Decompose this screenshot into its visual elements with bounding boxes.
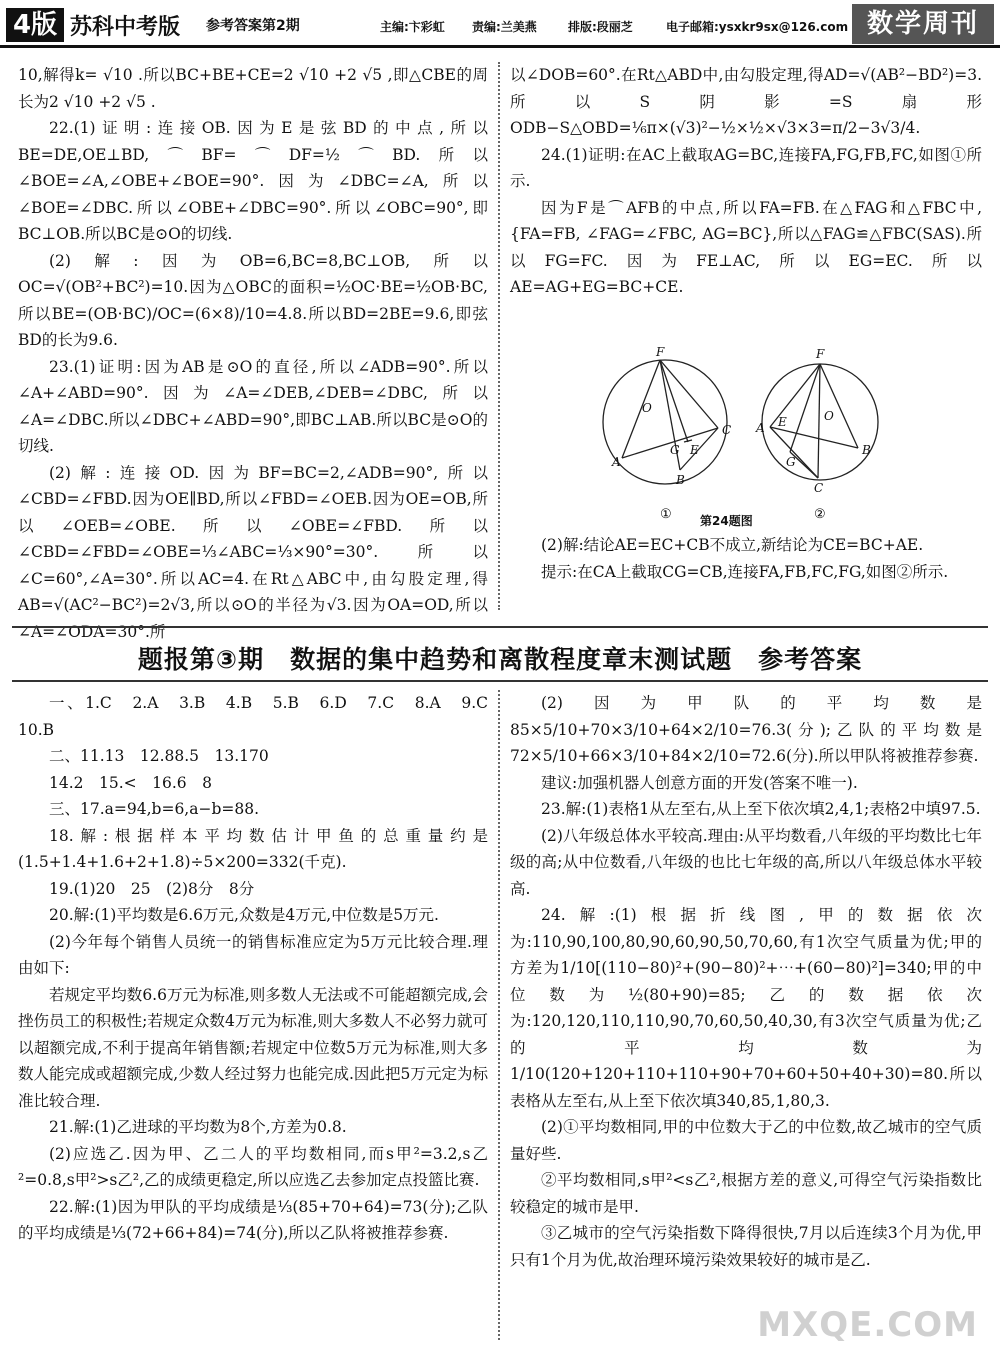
geometry-figure	[600, 342, 900, 532]
paragraph: 23.(1)证明:因为AB是⊙O的直径,所以∠ADB=90°.所以∠A+∠ABD=90°.因为∠A=∠DEB,∠DEB=∠DBC,所以∠A=∠DBC.所以∠DBC+∠ABD=90°,即BC⊥AB.所以BC是⊙O的切线.	[18, 357, 488, 455]
paragraph: 以∠DOB=60°.在Rt△ABD中,由勾股定理,得AD=√(AB²−BD²)=3.所以S阴影=S扇形ODB−S△OBD=⅙π×(√3)²−½×½×√3×3=π/2−3√3/4.	[510, 66, 982, 137]
part2-left-column	[18, 690, 504, 1247]
svg-text:F: F	[656, 345, 665, 359]
edition-title: 苏科中考版	[70, 15, 181, 40]
svg-text:B: B	[862, 443, 871, 457]
answer-line: 19.(1)20 25 (2)8分 8分	[49, 879, 255, 898]
paragraph: 22.(1)证明:连接OB.因为E是弦BD的中点,所以BE=DE,OE⊥BD,⌒BF=⌒DF=½⌒BD.所以∠BOE=∠A,∠OBE+∠BOE=90°.因为∠DBC=∠A,所以∠BOE=∠DBC.所以∠OBE+∠DBC=90°.所以∠OBC=90°,即BC⊥OB.所以BC是⊙O的切线.	[18, 119, 488, 243]
svg-text:C: C	[814, 481, 824, 495]
answer-line: 二、11.13 12.88.5 13.170	[49, 747, 269, 765]
section-rule-top	[12, 626, 988, 628]
svg-text:G: G	[670, 443, 680, 457]
svg-text:E: E	[690, 443, 699, 457]
page-header	[0, 0, 1000, 48]
svg-text:B: B	[676, 473, 685, 487]
answer-line: 若规定平均数6.6万元为标准,则多数人无法或不可能超额完成,会挫伤员工的积极性;若规定众数4万元为标准,则大多数人不必努力就可以超额完成,不利于提高年销售额;若规定中位数5万元为标准,则大多数人能完成或超额完成,少数人经过努力也能完成.因此把5万元定为标准比较合理.	[18, 985, 488, 1110]
issue-title: 参考答案第2期	[206, 18, 300, 34]
figure-1-label: ①	[660, 507, 672, 522]
svg-text:O: O	[642, 401, 652, 415]
svg-text:G: G	[786, 455, 796, 469]
paragraph: 因为F是⌒AFB的中点,所以FA=FB.在△FAG和△FBC中,{FA=FB, ∠FAG=∠FBC, AG=BC},所以△FAG≌△FBC(SAS).所以FG=FC.因为FE⊥AC,所以EG=EC.所以AE=AG+EG=BC+CE.	[510, 198, 982, 296]
svg-text:A: A	[612, 455, 621, 469]
part1-left-column	[18, 62, 488, 645]
answer-line: 22.解:(1)因为甲队的平均成绩是⅓(85+70+64)=73(分);乙队的平均成绩是⅓(72+66+84)=74(分),所以乙队将被推荐参赛.	[18, 1197, 488, 1242]
paragraph: 10,解得k= √10 .所以BC+BE+CE=2 √10 +2 √5 ,即△CBE的周长为2 √10 +2 √5 .	[18, 66, 488, 111]
answer-line: ③乙城市的空气污染指数下降得很快,7月以后连续3个月为优,甲只有1个月为优,故治理环境污染效果较好的城市是乙.	[510, 1224, 982, 1269]
svg-text:F: F	[816, 347, 825, 361]
answer-line: 三、17.a=94,b=6,a−b=88.	[49, 800, 260, 818]
answer-line: (2)因为甲队的平均数是85×5/10+70×3/10+64×2/10=76.3(分);乙队的平均数是72×5/10+66×3/10+84×2/10=72.6(分).所以甲队将被推荐参赛.	[510, 694, 982, 765]
svg-text:E: E	[778, 415, 787, 429]
answer-line: 14.2 15.< 16.6 8	[49, 773, 213, 792]
answer-line: 一、1.C 2.A 3.B 4.B 5.B 6.D 7.C 8.A 9.C 10.B	[18, 694, 504, 739]
paragraph: (2)解:因为OB=6,BC=8,BC⊥OB,所以OC=√(OB²+BC²)=10.因为△OBC的面积=½OC·BE=½OB·BC,所以BE=(OB·BC)/OC=(6×8)/10=4.8.所以BD=2BE=9.6,即弦BD的长为9.6.	[18, 251, 488, 349]
answer-line: (2)应选乙.因为甲、乙二人的平均数相同,而s甲²=3.2,s乙²=0.8,s甲²>s乙²,乙的成绩更稳定,所以应选乙去参加定点投篮比赛.	[18, 1144, 488, 1189]
svg-text:O: O	[824, 409, 834, 423]
answer-line: (2)①平均数相同,甲的中位数大于乙的中位数,故乙城市的空气质量好些.	[510, 1118, 982, 1163]
chief-editor: 主编:卞彩虹	[380, 20, 445, 34]
section-title: 题报第③期 数据的集中趋势和离散程度章末测试题 参考答案	[137, 645, 863, 674]
paragraph: 24.(1)证明:在AC上截取AG=BC,连接FA,FG,FB,FC,如图①所示.	[510, 145, 982, 190]
column-divider	[498, 62, 500, 610]
answer-line: 24.解:(1)根据折线图,甲的数据依次为:110,90,100,80,90,60,90,50,70,60,有1次空气质量为优;甲的方差为1/10[(110−80)²+(90−80)²+⋯+(60−80)²]=340;甲的中位数为½(80+90)=85;乙的数据依次为:120,120,110,110,90,70,60,50,40,30,有3次空气质量为优;乙的平均数为1/10(120+120+110+110+90+70+60+50+40+30)=80.所以表格从左至右,从上至下依次填340,85,1,80,3.	[510, 906, 982, 1110]
part2-right-column	[510, 690, 982, 1273]
answer-line: 23.解:(1)表格1从左至右,从上至下依次填2,4,1;表格2中填97.5.	[541, 800, 981, 818]
layout-editor: 排版:段丽芝	[568, 20, 633, 34]
part1-right-column	[510, 62, 982, 301]
paragraph: 提示:在CA上截取CG=CB,连接FA,FB,FC,FG,如图②所示.	[541, 562, 949, 581]
answer-line: ②平均数相同,s甲²<s乙²,根据方差的意义,可得空气污染指数比较稳定的城市是甲.	[510, 1171, 982, 1216]
newspaper-logo: 数学周刊	[852, 4, 994, 44]
answer-line: 建议:加强机器人创意方面的开发(答案不唯一).	[541, 773, 858, 792]
column-divider	[498, 690, 500, 1340]
answer-line: 18.解:根据样本平均数估计甲鱼的总重量约是(1.5+1.4+1.6+2+1.8)÷5×200=332(千克).	[18, 826, 488, 871]
watermark: MXQE.COM	[757, 1305, 978, 1345]
page-number: 4版	[6, 8, 64, 42]
figure-1	[603, 360, 727, 484]
responsible-editor: 责编:兰美燕	[472, 20, 537, 34]
part1-right-column-bottom	[510, 532, 982, 585]
email-address: 电子邮箱:ysxkr9sx@126.com	[666, 20, 849, 34]
paragraph: (2)解:结论AE=EC+CB不成立,新结论为CE=BC+AE.	[541, 536, 924, 554]
paragraph: (2)解:连接OD.因为BF=BC=2,∠ADB=90°,所以∠CBD=∠FBD.因为OE∥BD,所以∠FBD=∠OEB.因为OE=OB,所以∠OEB=∠OBE.所以∠OBE=∠FBD.所以∠CBD=∠FBD=∠OBE=⅓∠ABC=⅓×90°=30°.所以∠C=60°,∠A=30°.所以AC=4.在Rt△ABC中,由勾股定理,得AB=√(AC²−BC²)=2√3,所以⊙O的半径为√3.因为OA=OD,所以∠A=∠ODA=30°.所	[18, 463, 488, 641]
answer-line: (2)今年每个销售人员统一的销售标准应定为5万元比较合理.理由如下:	[18, 932, 488, 977]
answer-line: 20.解:(1)平均数是6.6万元,众数是4万元,中位数是5万元.	[49, 906, 439, 924]
figure-caption: 第24题图	[700, 514, 753, 528]
answer-line: 21.解:(1)乙进球的平均数为8个,方差为0.8.	[49, 1118, 347, 1136]
figure-2-label: ②	[814, 507, 826, 522]
answer-line: (2)八年级总体水平较高.理由:从平均数看,八年级的平均数比七年级的高;从中位数看,八年级的也比七年级的高,所以八年级总体水平较高.	[510, 826, 982, 898]
svg-text:C: C	[722, 423, 732, 437]
section-rule-bottom	[12, 680, 988, 682]
svg-text:A: A	[756, 421, 765, 435]
